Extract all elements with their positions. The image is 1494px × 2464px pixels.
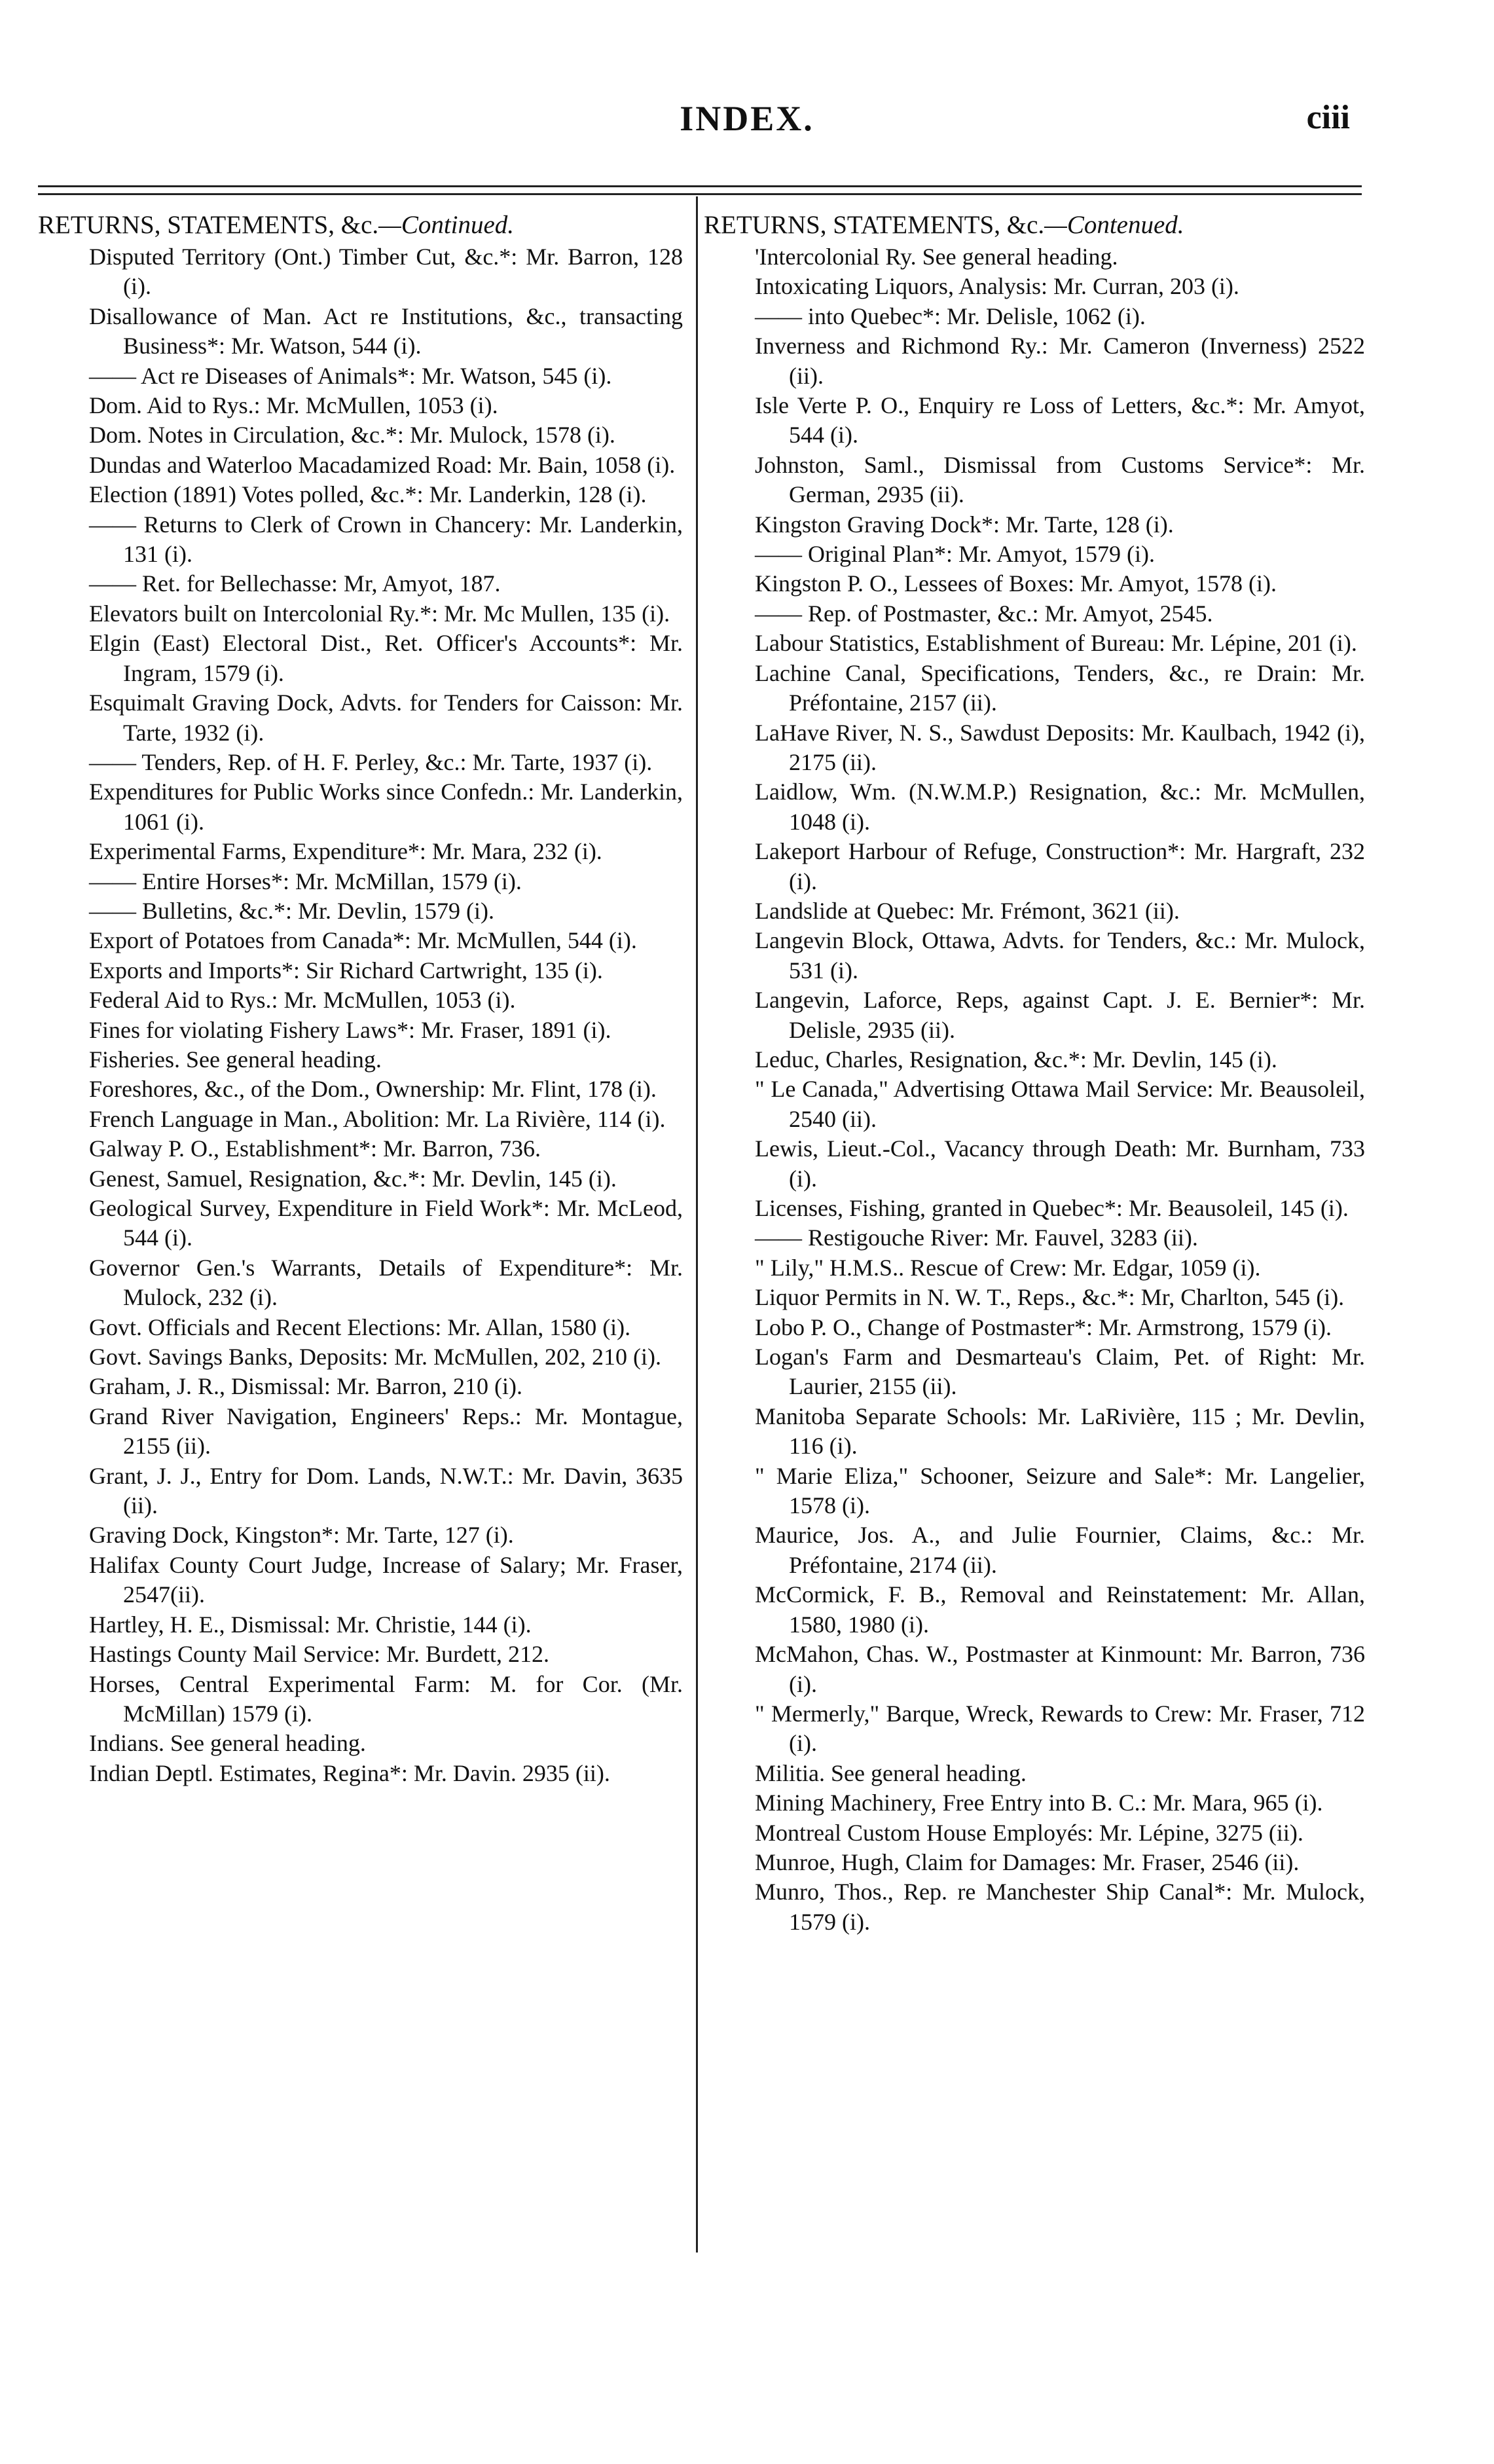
index-entry: Dom. Aid to Rys.: Mr. McMullen, 1053 (i). (89, 392, 498, 419)
index-entry: LaHave River, N. S., Sawdust Deposits: Mr. Kaulbach, 1942 (i), 2175 (ii). (755, 719, 1365, 775)
index-entry: Grand River Navigation, Engineers' Reps.: Mr. Montague, 2155 (ii). (89, 1403, 683, 1460)
index-entry: —— into Quebec*: Mr. Delisle, 1062 (i). (755, 303, 1146, 329)
index-entry: Fines for violating Fishery Laws*: Mr. Fraser, 1891 (i). (89, 1016, 611, 1043)
index-entry: —— Bulletins, &c.*: Mr. Devlin, 1579 (i). (89, 897, 494, 924)
index-entry: Disputed Territory (Ont.) Timber Cut, &c.*: Mr. Barron, 128 (i). (89, 244, 683, 300)
index-entry: —— Rep. of Postmaster, &c.: Mr. Amyot, 2545. (755, 600, 1213, 627)
index-entry: —— Act re Diseases of Animals*: Mr. Watson, 545 (i). (89, 362, 612, 389)
index-entry: Johnston, Saml., Dismissal from Customs Service*: Mr. German, 2935 (ii). (755, 451, 1365, 508)
index-entry: —— Returns to Clerk of Crown in Chancery: Mr. Landerkin, 131 (i). (89, 511, 683, 568)
index-entry: Mining Machinery, Free Entry into B. C.: Mr. Mara, 965 (i). (755, 1790, 1323, 1816)
index-entry: Indian Deptl. Estimates, Regina*: Mr. Davin. 2935 (ii). (89, 1759, 610, 1786)
index-entry: Munroe, Hugh, Claim for Damages: Mr. Fraser, 2546 (ii). (755, 1848, 1300, 1875)
index-entry: Lobo P. O., Change of Postmaster*: Mr. Armstrong, 1579 (i). (755, 1314, 1332, 1340)
index-entry: Experimental Farms, Expenditure*: Mr. Mara, 232 (i). (89, 838, 602, 865)
index-entry: Isle Verte P. O., Enquiry re Loss of Letters, &c.*: Mr. Amyot, 544 (i). (755, 392, 1365, 449)
index-entry: Horses, Central Experimental Farm: M. for Cor. (Mr. McMillan) 1579 (i). (89, 1670, 683, 1727)
index-entry: Dom. Notes in Circulation, &c.*: Mr. Mulock, 1578 (i). (89, 422, 615, 449)
index-entry: Govt. Officials and Recent Elections: Mr. Allan, 1580 (i). (89, 1314, 631, 1340)
index-entry: Federal Aid to Rys.: Mr. McMullen, 1053 (i). (89, 987, 516, 1014)
index-entry: Kingston P. O., Lessees of Boxes: Mr. Amyot, 1578 (i). (755, 570, 1277, 597)
page-number: ciii (1306, 99, 1350, 136)
header-rule-bottom (38, 193, 1362, 195)
index-entry: Elgin (East) Electoral Dist., Ret. Officer's Accounts*: Mr. Ingram, 1579 (i). (89, 630, 683, 686)
index-entry: Exports and Imports*: Sir Richard Cartwright, 135 (i). (89, 957, 603, 984)
index-entry: Halifax County Court Judge, Increase of Salary; Mr. Fraser, 2547(ii). (89, 1551, 683, 1608)
index-entry: —— Entire Horses*: Mr. McMillan, 1579 (i). (89, 868, 522, 894)
left-column-heading (38, 208, 683, 242)
index-entry: Langevin Block, Ottawa, Advts. for Tenders, &c.: Mr. Mulock, 531 (i). (755, 927, 1365, 984)
index-entry: Expenditures for Public Works since Confedn.: Mr. Landerkin, 1061 (i). (89, 779, 683, 835)
index-entry: " Mermerly," Barque, Wreck, Rewards to Crew: Mr. Fraser, 712 (i). (755, 1700, 1365, 1757)
left-heading-text: RETURNS, STATEMENTS, &c. (38, 211, 379, 239)
index-entry: Leduc, Charles, Resignation, &c.*: Mr. Devlin, 145 (i). (755, 1046, 1277, 1073)
index-entry: Governor Gen.'s Warrants, Details of Expenditure*: Mr. Mulock, 232 (i). (89, 1254, 683, 1311)
index-entry: Inverness and Richmond Ry.: Mr. Cameron (Inverness) 2522 (ii). (755, 333, 1365, 389)
index-entry: Langevin, Laforce, Reps, against Capt. J. E. Bernier*: Mr. Delisle, 2935 (ii). (755, 987, 1365, 1043)
index-entry: —— Tenders, Rep. of H. F. Perley, &c.: Mr. Tarte, 1937 (i). (89, 748, 653, 775)
index-entry: Lachine Canal, Specifications, Tenders, &c., re Drain: Mr. Préfontaine, 2157 (ii). (755, 659, 1365, 716)
index-entry: Logan's Farm and Desmarteau's Claim, Pet. of Right: Mr. Laurier, 2155 (ii). (755, 1344, 1365, 1400)
right-heading-text: RETURNS, STATEMENTS, &c. (704, 211, 1045, 239)
index-entry: Munro, Thos., Rep. re Manchester Ship Canal*: Mr. Mulock, 1579 (i). (755, 1879, 1365, 1935)
index-entry: Dundas and Waterloo Macadamized Road: Mr. Bain, 1058 (i). (89, 451, 676, 478)
index-entry: Grant, J. J., Entry for Dom. Lands, N.W.T.: Mr. Davin, 3635 (ii). (89, 1462, 683, 1519)
index-entry: Export of Potatoes from Canada*: Mr. McMullen, 544 (i). (89, 927, 637, 954)
index-entry: Militia. See general heading. (755, 1759, 1027, 1786)
index-entry: —— Original Plan*: Mr. Amyot, 1579 (i). (755, 541, 1155, 568)
index-entry: Elevators built on Intercolonial Ry.*: Mr. Mc Mullen, 135 (i). (89, 600, 670, 627)
index-entry: Genest, Samuel, Resignation, &c.*: Mr. Devlin, 145 (i). (89, 1165, 617, 1192)
index-entry: " Le Canada," Advertising Ottawa Mail Service: Mr. Beausoleil, 2540 (ii). (755, 1076, 1365, 1132)
index-entry: Labour Statistics, Establishment of Bureau: Mr. Lépine, 201 (i). (755, 630, 1357, 657)
index-entry: Kingston Graving Dock*: Mr. Tarte, 128 (i). (755, 511, 1174, 538)
header-rule-top (38, 185, 1362, 187)
index-entry: Hartley, H. E., Dismissal: Mr. Christie, 144 (i). (89, 1611, 532, 1638)
page-title: INDEX. (680, 99, 814, 138)
index-entry: Liquor Permits in N. W. T., Reps., &c.*: Mr, Charlton, 545 (i). (755, 1284, 1345, 1311)
index-entry: Hastings County Mail Service: Mr. Burdett, 212. (89, 1641, 549, 1668)
index-entry: Graving Dock, Kingston*: Mr. Tarte, 127 (i). (89, 1522, 514, 1549)
index-entry: Manitoba Separate Schools: Mr. LaRivière, 115 ; Mr. Devlin, 116 (i). (755, 1403, 1365, 1460)
index-entry: Foreshores, &c., of the Dom., Ownership: Mr. Flint, 178 (i). (89, 1076, 657, 1103)
index-entry: 'Intercolonial Ry. See general heading. (755, 244, 1118, 270)
index-entry: Disallowance of Man. Act re Institutions, &c., transacting Business*: Mr. Watson, 544 (i). (89, 303, 683, 359)
index-entry: Indians. See general heading. (89, 1730, 366, 1757)
index-entry: McMahon, Chas. W., Postmaster at Kinmount: Mr. Barron, 736 (i). (755, 1641, 1365, 1697)
right-entry-list (704, 242, 1365, 1937)
index-entry: Lakeport Harbour of Refuge, Construction*: Mr. Hargraft, 232 (i). (755, 838, 1365, 894)
right-heading-suffix: —Contenued. (1044, 211, 1184, 239)
index-entry: French Language in Man., Abolition: Mr. La Rivière, 114 (i). (89, 1105, 666, 1132)
column-divider (696, 196, 698, 2253)
index-entry: " Marie Eliza," Schooner, Seizure and Sale*: Mr. Langelier, 1578 (i). (755, 1462, 1365, 1519)
index-entry: Laidlow, Wm. (N.W.M.P.) Resignation, &c.: Mr. McMullen, 1048 (i). (755, 779, 1365, 835)
left-entry-list (38, 242, 683, 1788)
index-entry: Intoxicating Liquors, Analysis: Mr. Curran, 203 (i). (755, 273, 1239, 300)
index-entry: —— Ret. for Bellechasse: Mr, Amyot, 187. (89, 570, 501, 597)
index-entry: Geological Survey, Expenditure in Field Work*: Mr. McLeod, 544 (i). (89, 1195, 683, 1251)
left-column (38, 208, 683, 1788)
index-entry: Montreal Custom House Employés: Mr. Lépine, 3275 (ii). (755, 1819, 1303, 1846)
index-entry: McCormick, F. B., Removal and Reinstatement: Mr. Allan, 1580, 1980 (i). (755, 1581, 1365, 1638)
page-header (0, 98, 1494, 144)
right-column (704, 208, 1365, 1937)
right-column-heading (704, 208, 1365, 242)
index-entry: Fisheries. See general heading. (89, 1046, 382, 1073)
index-entry: Galway P. O., Establishment*: Mr. Barron, 736. (89, 1135, 541, 1162)
index-entry: " Lily," H.M.S.. Rescue of Crew: Mr. Edgar, 1059 (i). (755, 1254, 1261, 1281)
index-entry: Election (1891) Votes polled, &c.*: Mr. Landerkin, 128 (i). (89, 481, 647, 508)
index-entry: Lewis, Lieut.-Col., Vacancy through Death: Mr. Burnham, 733 (i). (755, 1135, 1365, 1192)
index-entry: Graham, J. R., Dismissal: Mr. Barron, 210 (i). (89, 1373, 522, 1400)
index-entry: Maurice, Jos. A., and Julie Fournier, Claims, &c.: Mr. Préfontaine, 2174 (ii). (755, 1522, 1365, 1578)
left-heading-suffix: —Continued. (378, 211, 515, 239)
index-entry: Landslide at Quebec: Mr. Frémont, 3621 (ii). (755, 897, 1180, 924)
index-entry: Esquimalt Graving Dock, Advts. for Tenders for Caisson: Mr. Tarte, 1932 (i). (89, 690, 683, 746)
index-entry: —— Restigouche River: Mr. Fauvel, 3283 (ii). (755, 1224, 1198, 1251)
index-entry: Govt. Savings Banks, Deposits: Mr. McMullen, 202, 210 (i). (89, 1344, 661, 1370)
index-entry: Licenses, Fishing, granted in Quebec*: Mr. Beausoleil, 145 (i). (755, 1195, 1349, 1221)
